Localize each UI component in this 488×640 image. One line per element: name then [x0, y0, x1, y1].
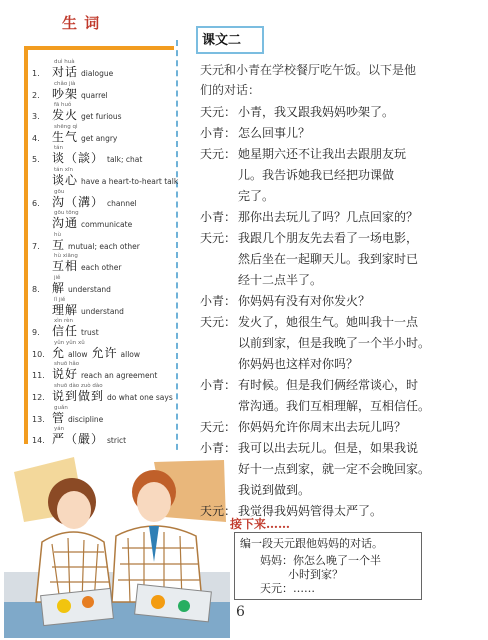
vocab-item: [32, 275, 176, 296]
vocab-hanzi: 谈心: [52, 173, 79, 187]
next-mom-text: 你怎么晚了一个半: [293, 554, 381, 567]
vocab-line: [32, 282, 176, 296]
vocab-pinyin: tán: [54, 145, 64, 152]
dialogue-line: [200, 312, 462, 333]
dialogue-line: [200, 333, 462, 354]
vocab-number: 9.: [32, 328, 40, 338]
vocab-hanzi: 互: [52, 237, 66, 252]
dialogue-speaker: 小青：: [200, 378, 237, 392]
text-title: 课文二: [202, 33, 242, 48]
vocab-number: 8.: [32, 285, 40, 294]
vocab-hanzi: 说好: [52, 367, 79, 382]
vocab-number: 1.: [32, 69, 40, 78]
dialogue-line: [200, 249, 462, 270]
dialogue-line: [200, 396, 462, 417]
vocab-english: discipline: [68, 414, 104, 424]
dialogue-speaker: 天元：: [200, 105, 237, 119]
vocab-number: 7.: [32, 241, 40, 251]
vocab-english: understand: [68, 285, 111, 294]
vocab-pinyin: shuō hǎo: [54, 361, 80, 368]
vocab-english: each other: [81, 263, 122, 273]
vocab-item: [32, 145, 176, 166]
vocab-number: 14.: [32, 436, 45, 446]
dialogue-line: [200, 459, 462, 480]
vocab-hanzi: 对话: [52, 65, 79, 79]
dialogue-speaker: [200, 249, 238, 270]
vocab-hanzi: 管: [52, 410, 66, 425]
vocab-item: [32, 189, 176, 210]
vocab-item: [32, 102, 176, 123]
vocab-line: [32, 304, 176, 318]
vocab-line: [32, 390, 176, 404]
vocab-item: [32, 232, 176, 253]
dialogue-speaker: [200, 165, 238, 186]
vocab-hanzi: 允: [52, 345, 66, 360]
dialogue-text: 发火了，她很生气。她叫我十一点: [238, 315, 419, 329]
vocab-english: allow: [68, 349, 88, 359]
dialogue-line: [200, 186, 462, 207]
vocab-english: mutual; each other: [68, 241, 140, 251]
dialogue-text: 我跟几个朋友先去看了一场电影，: [238, 231, 419, 245]
next-heading: 接下来……: [230, 517, 291, 531]
dialogue-speaker: 小青：: [200, 294, 237, 308]
vocab-pinyin: yán: [54, 426, 65, 433]
vocab-item: [32, 124, 176, 145]
vocab-number: 5.: [32, 155, 40, 165]
vocab-english: get angry: [81, 133, 118, 143]
vocab-english: dialogue: [81, 69, 114, 78]
vocab-pinyin: chǎo jià: [54, 80, 76, 87]
vocab-english: trust: [81, 328, 99, 338]
dialogue-text: 我可以出去玩儿。但是，如果我说: [238, 441, 419, 455]
vocab-english: allow: [120, 349, 141, 359]
dialogue-speaker: 天元：: [200, 231, 237, 245]
vocab-english: have a heart-to-heart talk: [81, 177, 179, 186]
vocab-hanzi: 沟通: [52, 216, 79, 231]
text-intro-line: 们的对话：: [200, 83, 261, 97]
dialogue-speaker: [200, 480, 238, 501]
dialogue-text: 小青，我又跟我妈妈吵架了。: [238, 105, 395, 119]
vocab-line: [32, 260, 176, 274]
dialogue-text: 完了。: [238, 189, 275, 203]
vocab-item: [32, 59, 176, 80]
vocab-item: [32, 297, 176, 318]
vocab-line: [32, 217, 176, 231]
next-mom-line-2: 小时到家？: [288, 568, 343, 581]
vocab-number: 3.: [32, 112, 40, 122]
vocab-pinyin: xìn rèn: [54, 318, 74, 325]
dialogue-text: 常沟通。我们互相理解，互相信任。: [238, 399, 431, 413]
vocab-line: [32, 152, 176, 166]
vocab-english: reach an agreement: [81, 371, 158, 381]
vocab-item: [32, 210, 176, 231]
vocab-bracket-top: [24, 46, 174, 50]
vocab-number: 4.: [32, 133, 40, 143]
vocab-pinyin: duì huà: [54, 59, 75, 65]
vocab-item: [32, 81, 176, 102]
dialogue-speaker: 小青：: [200, 126, 237, 140]
dialogue-text: 儿。我告诉她我已经把功课做: [238, 168, 395, 182]
vocab-english: quarrel: [81, 90, 108, 100]
dialogue-speaker: 天元：: [200, 315, 237, 329]
dialogue-line: [200, 123, 462, 144]
dialogue-speaker: 天元：: [200, 420, 237, 434]
vocab-hanzi: 说到做到: [52, 389, 105, 403]
dialogue-speaker: [200, 354, 238, 375]
dialogue-text: 好十一点到家，就一定不会晚回家。: [238, 462, 431, 476]
vocab-item: [32, 167, 179, 188]
dialogue-speaker: 小青：: [200, 210, 237, 224]
vocab-line: [32, 88, 176, 102]
vocab-pinyin: fā huǒ: [54, 102, 72, 109]
dialogue-line: [200, 207, 462, 228]
vocab-hanzi: 允许: [91, 345, 118, 360]
vocab-hanzi: 吵架: [52, 86, 79, 101]
vocab-item: [32, 383, 176, 404]
vocab-number: 13.: [32, 414, 45, 424]
dialogue-line: [200, 102, 462, 123]
dialogue-line: [200, 270, 462, 291]
dialogue-line: [200, 417, 462, 438]
dialogue-line: [200, 144, 462, 165]
vocab-line: [32, 131, 176, 145]
dialogue-speaker: 小青：: [200, 441, 237, 455]
vocab-english: communicate: [81, 220, 133, 230]
vocab-pinyin: tán xīn: [54, 167, 74, 173]
vocab-hanzi: 谈（談）: [52, 151, 105, 166]
vocab-line: [32, 196, 176, 210]
page-number: 6: [236, 604, 245, 620]
dialogue-text: 你妈妈也这样对你吗？: [238, 357, 359, 371]
dialogue-text: 然后坐在一起聊天儿。我到家时已: [238, 252, 419, 266]
dialogue-speaker: [200, 186, 238, 207]
dialogue-text: 以前到家，但是我晚了一个半小时。: [238, 336, 431, 350]
dialogue-text: 我觉得我妈妈管得太严了。: [238, 504, 383, 518]
dialogue-line: [200, 354, 462, 375]
vocab-line: [32, 433, 176, 447]
vocab-pinyin: jiě: [54, 275, 61, 281]
dialogue-text: 怎么回事儿？: [238, 126, 311, 140]
vocab-pinyin: hù xiāng: [54, 253, 78, 260]
dialogue-speaker: [200, 396, 238, 417]
vocab-line: [32, 66, 176, 80]
dialogue-line: [200, 438, 462, 459]
vocab-pinyin: shuō dào zuò dào: [54, 383, 103, 389]
text-intro-line: 天元和小青在学校餐厅吃午饭。以下是他: [200, 63, 417, 77]
vocab-item: [32, 426, 176, 447]
dialogue: [200, 102, 462, 522]
dialogue-text: 那你出去玩儿了吗？几点回家的？: [238, 210, 419, 224]
dialogue-line: [200, 375, 462, 396]
dialogue-speaker: [200, 459, 238, 480]
dialogue-speaker: [200, 333, 238, 354]
dialogue-text: 你妈妈允许你周末出去玩儿吗？: [238, 420, 407, 434]
vocab-item: [32, 405, 176, 426]
next-tian-line: 天元：……: [260, 582, 315, 595]
cafeteria-illustration: [4, 452, 230, 638]
vocab-divider: [176, 40, 178, 460]
vocab-english: get furious: [81, 112, 122, 122]
vocab-pinyin: lǐ jiě: [54, 296, 66, 303]
vocab-hanzi: 理解: [52, 302, 79, 317]
vocab-hanzi: 沟（溝）: [52, 194, 105, 209]
vocab-hanzi: 互相: [52, 259, 79, 274]
vocab-number: 6.: [32, 198, 40, 208]
vocab-item: [32, 253, 176, 274]
vocab-pinyin: guǎn: [54, 404, 68, 411]
vocab-line: [32, 368, 176, 382]
vocab-number: 12.: [32, 393, 45, 402]
vocab-hanzi: 发火: [52, 108, 79, 123]
dialogue-text: 我说到做到。: [238, 483, 311, 497]
vocab-line: [32, 239, 176, 253]
dialogue-text: 有时候。但是我们俩经常谈心，时: [238, 378, 419, 392]
vocab-hanzi: 严（嚴）: [52, 432, 105, 447]
vocab-line: [32, 412, 176, 426]
dialogue-line: [200, 480, 462, 501]
dialogue-text: 经十二点半了。: [238, 273, 323, 287]
vocab-line: [32, 347, 176, 361]
vocab-pinyin: gōu tōng: [54, 210, 79, 217]
vocab-bracket-side: [24, 46, 28, 444]
vocab-hanzi: 信任: [52, 324, 79, 339]
vocab-english: talk; chat: [107, 155, 143, 165]
vocab-number: 10.: [32, 349, 45, 359]
vocab-english: channel: [107, 198, 137, 208]
vocab-title: 生 词: [62, 14, 101, 32]
dialogue-speaker: 天元：: [200, 147, 237, 161]
vocab-number: 11.: [32, 371, 45, 381]
vocab-english: strict: [107, 436, 127, 446]
next-mom-speaker: 妈妈：: [260, 554, 293, 567]
vocab-pinyin: shēng qì: [54, 123, 78, 130]
dialogue-text: 你妈妈有没有对你发火？: [238, 294, 371, 308]
dialogue-text: 她星期六还不让我出去跟朋友玩: [238, 147, 407, 161]
vocab-line: [32, 109, 176, 123]
vocab-english: do what one says: [107, 393, 173, 402]
vocab-hanzi: 解: [52, 281, 66, 295]
vocab-item: [32, 340, 176, 361]
vocab-line: [32, 173, 179, 188]
vocab-english: understand: [81, 306, 124, 316]
dialogue-speaker: 天元：: [200, 504, 237, 518]
vocab-item: [32, 318, 176, 339]
next-task-text: 编一段天元跟他妈妈的对话。: [240, 537, 383, 550]
dialogue-line: [200, 228, 462, 249]
dialogue-line: [200, 291, 462, 312]
vocab-number: 2.: [32, 90, 40, 100]
vocab-line: [32, 325, 176, 339]
vocab-pinyin: hù: [54, 231, 61, 238]
vocab-pinyin: yǔn yǔn xǔ: [54, 339, 85, 346]
text-intro: [200, 60, 450, 100]
dialogue-speaker: [200, 270, 238, 291]
vocab-item: [32, 361, 176, 382]
vocab-hanzi: 生气: [52, 129, 79, 144]
vocab-pinyin: gōu: [54, 188, 65, 195]
dialogue-line: [200, 165, 462, 186]
